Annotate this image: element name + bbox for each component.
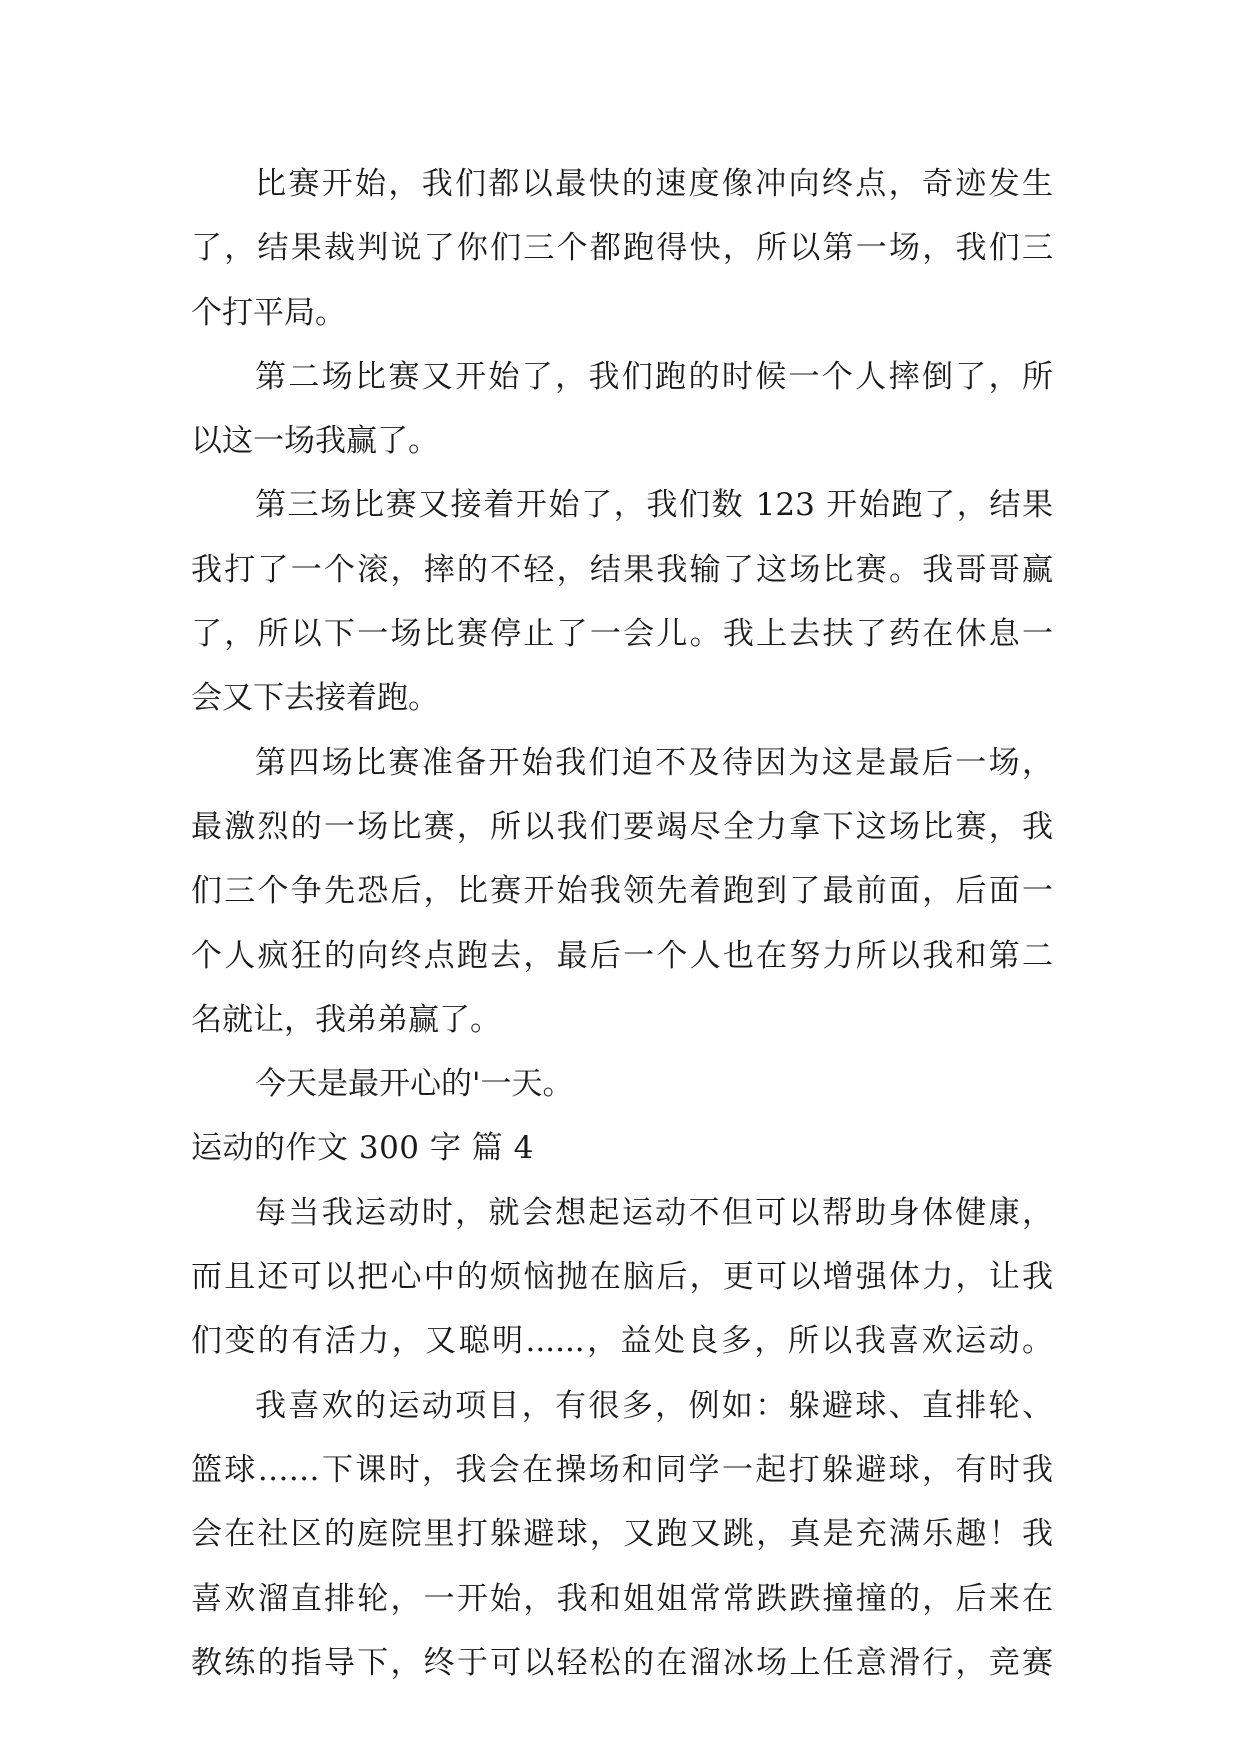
paragraph-line: 名就让，我弟弟赢了。	[191, 1001, 501, 1038]
paragraph-line: 而且还可以把心中的烦恼抛在脑后，更可以增强体力，让我	[191, 1259, 1053, 1296]
paragraph-line: 个人疯狂的向终点跑去，最后一个人也在努力所以我和第二	[191, 937, 1053, 974]
paragraph-line: 以这一场我赢了。	[191, 423, 439, 460]
paragraph-line: 们三个争先恐后，比赛开始我领先着跑到了最前面，后面一	[191, 873, 1053, 910]
paragraph-line: 喜欢溜直排轮，一开始，我和姐姐常常跌跌撞撞的，后来在	[191, 1580, 1053, 1617]
paragraph-line: 篮球……下课时，我会在操场和同学一起打躲避球，有时我	[191, 1451, 1053, 1488]
paragraph-line: 我喜欢的运动项目，有很多，例如：躲避球、直排轮、	[255, 1387, 1053, 1424]
paragraph-line: 今天是最开心的'一天。	[255, 1066, 574, 1103]
paragraph-line: 第四场比赛准备开始我们迫不及待因为这是最后一场，	[255, 744, 1053, 781]
paragraph-line: 教练的指导下，终于可以轻松的在溜冰场上任意滑行，竞赛	[191, 1644, 1053, 1681]
paragraph-line: 们变的有活力，又聪明......，益处良多，所以我喜欢运动。	[191, 1323, 1053, 1360]
paragraph-line: 了，所以下一场比赛停止了一会儿。我上去扶了药在休息一	[191, 616, 1053, 653]
paragraph-line: 每当我运动时，就会想起运动不但可以帮助身体健康，	[255, 1194, 1053, 1231]
paragraph-line: 了，结果裁判说了你们三个都跑得快，所以第一场，我们三	[191, 230, 1053, 267]
paragraph-line: 比赛开始，我们都以最快的速度像冲向终点，奇迹发生	[255, 166, 1053, 202]
paragraph-line: 个打平局。	[191, 294, 346, 331]
section-heading: 运动的作文 300 字 篇 4	[191, 1130, 534, 1167]
document-body	[191, 152, 1053, 1695]
paragraph-line: 第二场比赛又开始了，我们跑的时候一个人摔倒了，所	[255, 358, 1053, 395]
paragraph-line: 我打了一个滚，摔的不轻，结果我输了这场比赛。我哥哥赢	[191, 551, 1053, 588]
paragraph-line: 最激烈的一场比赛，所以我们要竭尽全力拿下这场比赛，我	[191, 808, 1053, 845]
paragraph-line: 会又下去接着跑。	[191, 680, 439, 717]
paragraph-line: 第三场比赛又接着开始了，我们数 123 开始跑了，结果	[255, 487, 1053, 524]
paragraph-line: 会在社区的庭院里打躲避球，又跑又跳，真是充满乐趣！我	[191, 1516, 1053, 1553]
